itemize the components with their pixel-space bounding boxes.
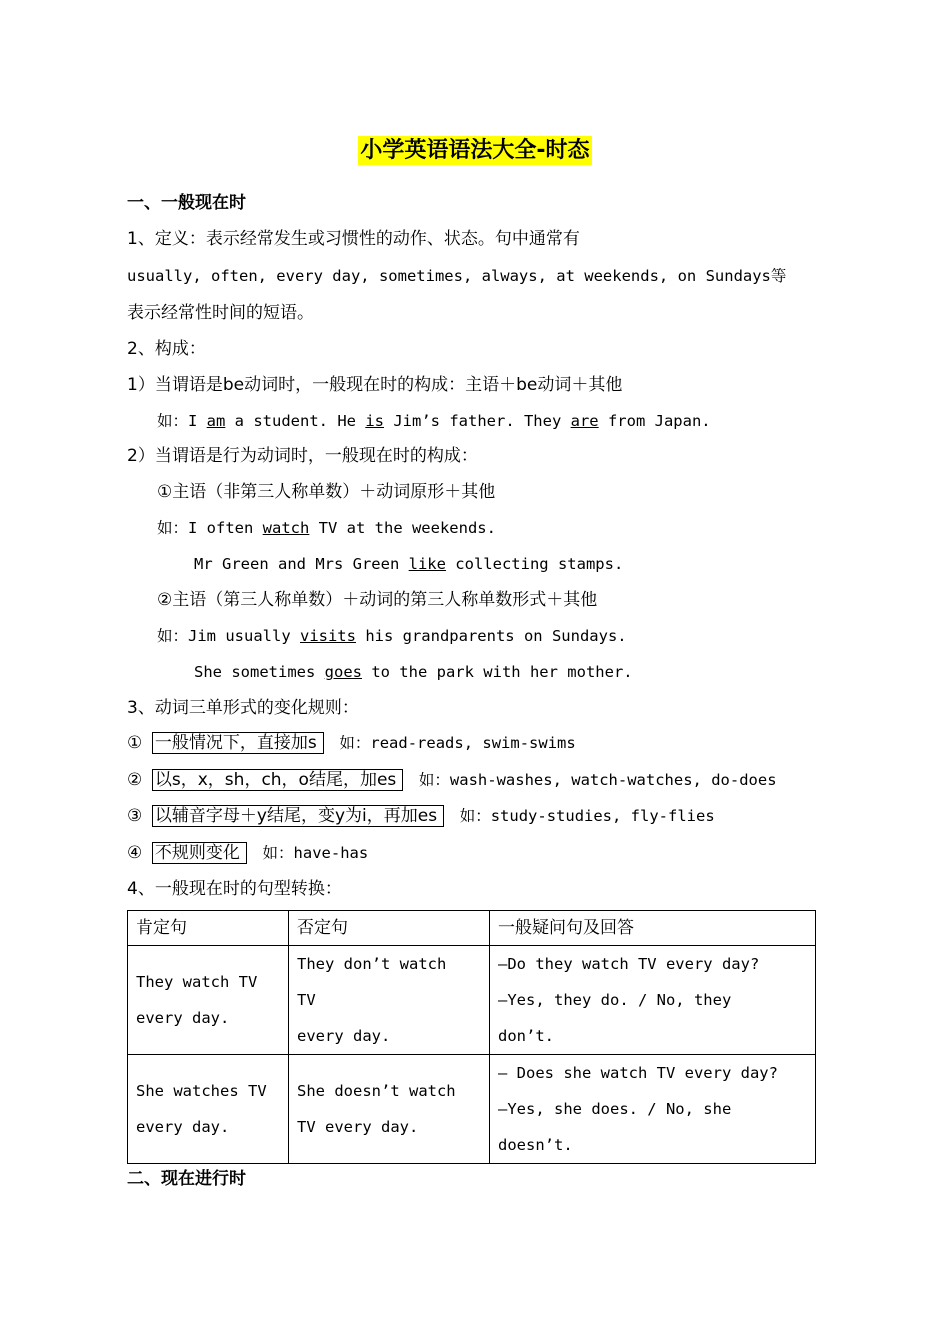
section-heading-present-simple: 一、一般现在时 bbox=[127, 193, 246, 213]
be-verb-rule: 1）当谓语是be动词时，一般现在时的构成：主语＋be动词＋其他 bbox=[127, 375, 623, 395]
sub-rule-2-example-2 bbox=[194, 661, 633, 683]
table-header-row bbox=[128, 911, 816, 946]
action-verb-rule: 2）当谓语是行为动词时，一般现在时的构成： bbox=[127, 446, 478, 466]
column-header: 否定句 bbox=[289, 911, 490, 946]
table-row bbox=[128, 946, 816, 1055]
rule-item bbox=[127, 805, 715, 827]
cell-line: —Do they watch TV every day? bbox=[498, 955, 760, 973]
sub-rule-2: ②主语（第三人称单数）＋动词的第三人称单数形式＋其他 bbox=[157, 590, 598, 610]
cell-line: every day. bbox=[136, 1009, 230, 1027]
cell-line: —Yes, they do. / No, they bbox=[498, 991, 732, 1009]
affirmative-cell bbox=[128, 1055, 289, 1164]
example-prefix: 如：Jim usually bbox=[157, 627, 300, 645]
be-verb-example bbox=[157, 410, 711, 432]
rule-number: ④ bbox=[127, 843, 143, 863]
third-person-rules-heading: 3、动词三单形式的变化规则： bbox=[127, 698, 359, 718]
cell-line: every day. bbox=[136, 1118, 230, 1136]
underlined-verb: goes bbox=[324, 663, 362, 681]
underlined-verb: are bbox=[570, 412, 599, 430]
document-title-wrap bbox=[0, 133, 950, 164]
definition-line-2: usually, often, every day, sometimes, always, at weekends, on Sundays等 bbox=[127, 267, 787, 285]
underlined-verb: watch bbox=[262, 519, 310, 537]
sub-rule-1-example-1 bbox=[157, 517, 496, 539]
rule-number: ③ bbox=[127, 806, 143, 826]
rule-box: 以辅音字母＋y结尾，变y为i，再加es bbox=[152, 805, 444, 827]
sub-rule-1-example-2 bbox=[194, 553, 623, 575]
rule-number: ② bbox=[127, 770, 143, 790]
definition-line-3: 表示经常性时间的短语。 bbox=[127, 303, 314, 323]
question-cell bbox=[490, 946, 816, 1055]
example-text: to the park with her mother. bbox=[361, 663, 633, 681]
rule-example: 如：wash-washes, watch-watches, do-does bbox=[418, 771, 777, 789]
rule-example: 如：have-has bbox=[262, 844, 369, 862]
cell-line: TV every day. bbox=[297, 1118, 419, 1136]
sentence-conversion-table bbox=[127, 910, 816, 1164]
rule-box: 一般情况下，直接加s bbox=[152, 732, 324, 754]
rule-box: 以s，x，sh，ch，o结尾，加es bbox=[152, 769, 403, 791]
definition-line-1: 1、定义：表示经常发生或习惯性的动作、状态。句中通常有 bbox=[127, 229, 580, 249]
example-text: TV at the weekends. bbox=[309, 519, 496, 537]
cell-line: — Does she watch TV every day? bbox=[498, 1064, 778, 1082]
column-header: 一般疑问句及回答 bbox=[490, 911, 816, 946]
underlined-verb: is bbox=[365, 412, 384, 430]
cell-line: She watches TV bbox=[136, 1082, 267, 1100]
rule-item bbox=[127, 842, 368, 864]
example-text: Jim’s father. They bbox=[384, 412, 571, 430]
rule-item bbox=[127, 732, 576, 754]
table-row bbox=[128, 1055, 816, 1164]
negative-cell bbox=[289, 946, 490, 1055]
cell-line: every day. bbox=[297, 1027, 391, 1045]
rule-number: ① bbox=[127, 733, 143, 753]
negative-cell bbox=[289, 1055, 490, 1164]
example-text: his grandparents on Sundays. bbox=[355, 627, 627, 645]
structure-heading: 2、构成： bbox=[127, 339, 206, 359]
cell-line: She doesn’t watch bbox=[297, 1082, 456, 1100]
rule-example: 如：study-studies, fly-flies bbox=[459, 807, 715, 825]
sub-rule-2-example-1 bbox=[157, 625, 627, 647]
sub-rule-1: ①主语（非第三人称单数）＋动词原形＋其他 bbox=[157, 482, 496, 502]
cell-line: doesn’t. bbox=[498, 1136, 573, 1154]
section-heading-present-continuous: 二、现在进行时 bbox=[127, 1169, 246, 1189]
example-text: a student. He bbox=[225, 412, 366, 430]
example-text: from Japan. bbox=[598, 412, 711, 430]
example-prefix: She sometimes bbox=[194, 663, 325, 681]
cell-line: TV bbox=[297, 991, 316, 1009]
example-prefix: 如：I often bbox=[157, 519, 263, 537]
example-text: collecting stamps. bbox=[445, 555, 624, 573]
rule-example: 如：read-reads, swim-swims bbox=[339, 734, 576, 752]
underlined-verb: am bbox=[206, 412, 226, 430]
cell-line: They watch TV bbox=[136, 973, 258, 991]
underlined-verb: visits bbox=[299, 627, 356, 645]
document-title: 小学英语语法大全-时态 bbox=[360, 138, 590, 163]
column-header: 肯定句 bbox=[128, 911, 289, 946]
rule-box: 不规则变化 bbox=[152, 842, 247, 864]
cell-line: They don’t watch bbox=[297, 955, 447, 973]
cell-line: don’t. bbox=[498, 1027, 554, 1045]
affirmative-cell bbox=[128, 946, 289, 1055]
cell-line: —Yes, she does. / No, she bbox=[498, 1100, 732, 1118]
underlined-verb: like bbox=[408, 555, 446, 573]
rule-item bbox=[127, 769, 777, 791]
question-cell bbox=[490, 1055, 816, 1164]
conversion-heading: 4、一般现在时的句型转换： bbox=[127, 879, 342, 899]
example-prefix: Mr Green and Mrs Green bbox=[194, 555, 409, 573]
example-prefix: 如：I bbox=[157, 412, 207, 430]
